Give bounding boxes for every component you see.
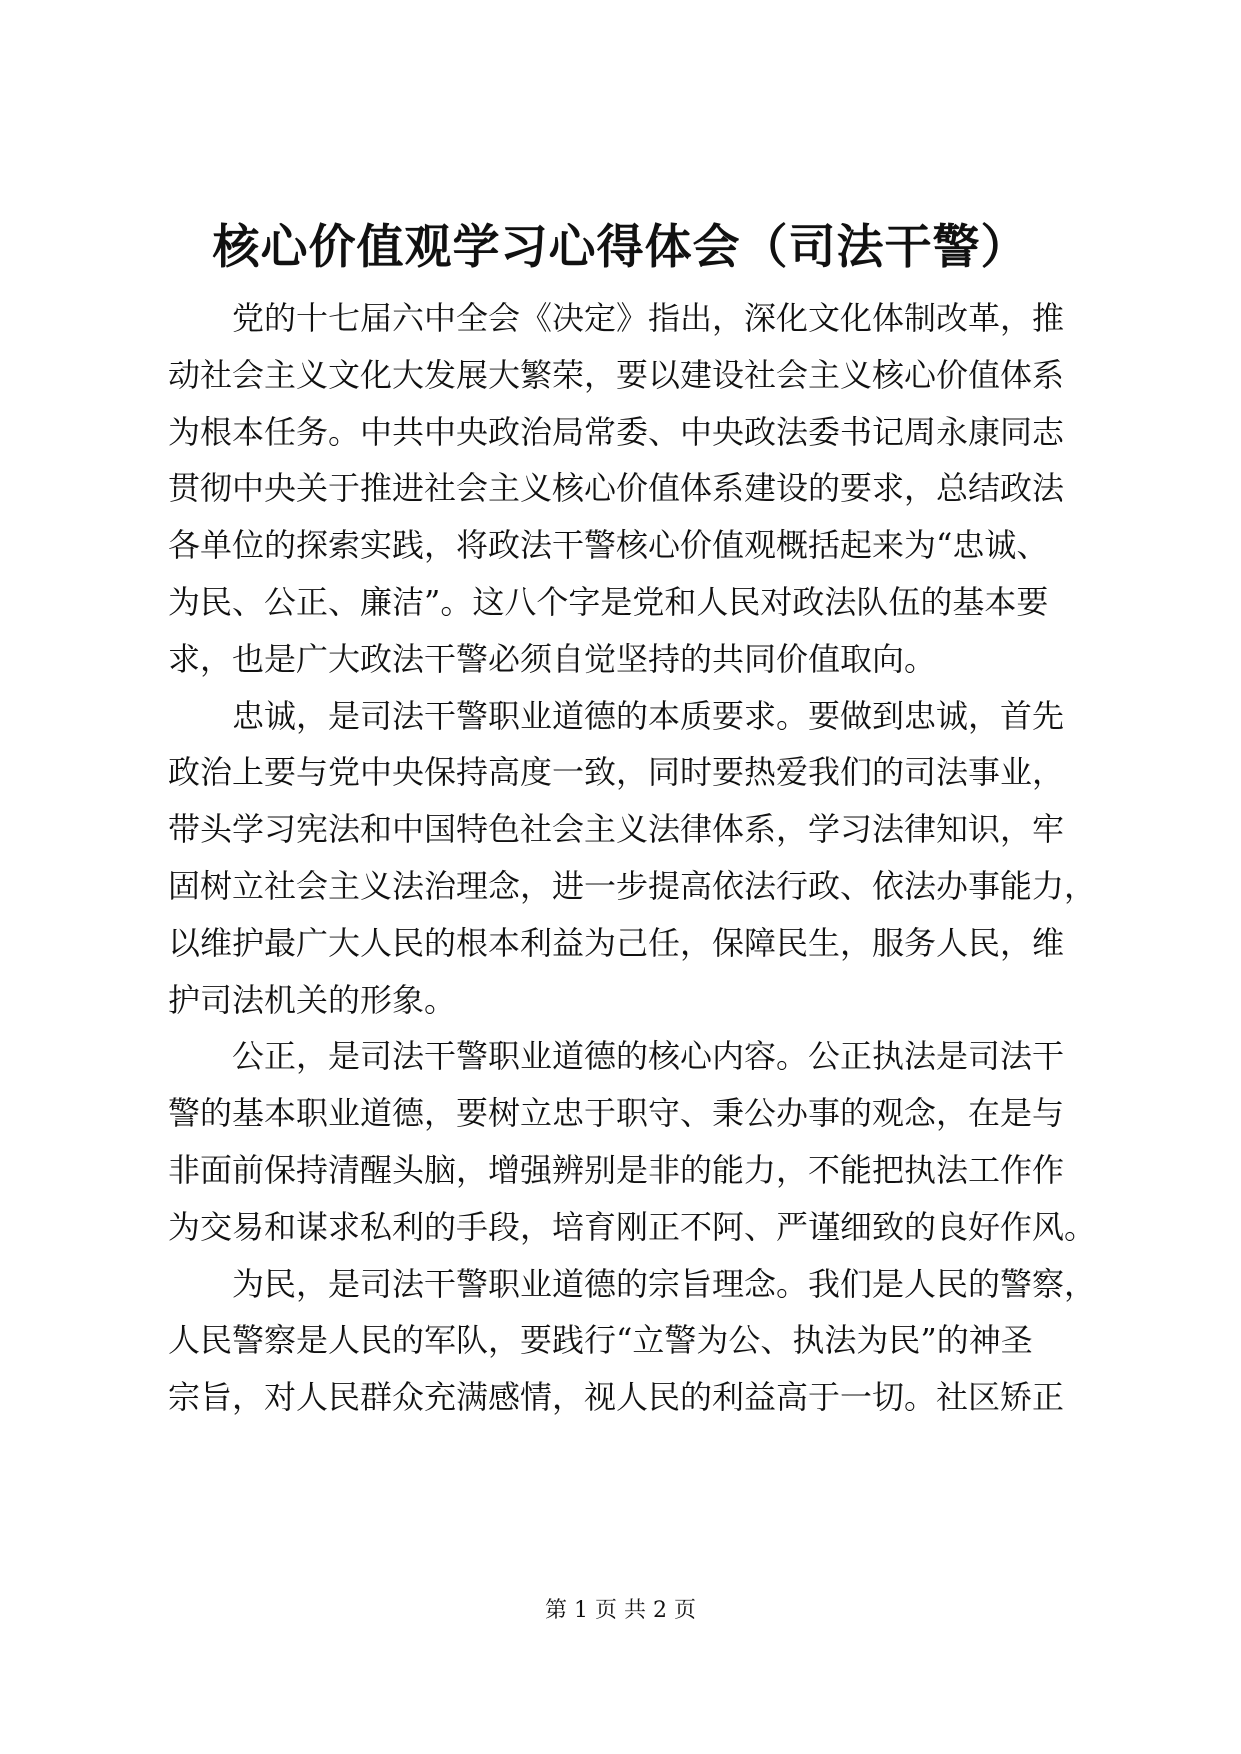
text-line: 党的十七届六中全会《决定》指出，深化文化体制改革，推 (232, 299, 1065, 337)
document-title: 核心价值观学习心得体会（司法干警） (212, 220, 1029, 275)
page-number-footer: 第 1 页 共 2 页 (545, 1598, 696, 1623)
text-line: 政治上要与党中央保持高度一致，同时要热爱我们的司法事业， (168, 753, 1065, 792)
text-line: 宗旨，对人民群众充满感情，视人民的利益高于一切。社区矫正 (168, 1378, 1065, 1417)
text-line: 公正，是司法干警职业道德的核心内容。公正执法是司法干 (232, 1037, 1065, 1076)
text-line: 为根本任务。中共中央政治局常委、中央政法委书记周永康同志 (168, 412, 1065, 451)
text-line: 人民警察是人民的军队，要践行“立警为公、执法为民”的神圣 (168, 1321, 1033, 1360)
text-line: 为交易和谋求私利的手段，培育刚正不阿、严谨细致的良好作风。 (168, 1207, 1097, 1246)
paragraph-1 (168, 290, 1088, 688)
text-line: 护司法机关的形象。 (168, 980, 457, 1019)
text-line: 求，也是广大政法干警必须自觉坚持的共同价值取向。 (168, 639, 937, 678)
text-line: 固树立社会主义法治理念，进一步提高依法行政、依法办事能力， (168, 866, 1097, 905)
text-line: 非面前保持清醒头脑，增强辨别是非的能力，不能把执法工作作 (168, 1150, 1065, 1189)
text-line: 动社会主义文化大发展大繁荣，要以建设社会主义核心价值体系 (168, 355, 1065, 394)
paragraph-4 (168, 1256, 1097, 1426)
text-line: 以维护最广大人民的根本利益为己任，保障民生，服务人民，维 (168, 923, 1065, 962)
text-line: 为民、公正、廉洁”。这八个字是党和人民对政法队伍的基本要 (168, 582, 1049, 621)
document-body (168, 290, 1097, 1426)
text-line: 带头学习宪法和中国特色社会主义法律体系，学习法律知识，牢 (168, 810, 1065, 849)
paragraph-3 (168, 1028, 1097, 1255)
text-line: 警的基本职业道德，要树立忠于职守、秉公办事的观念，在是与 (168, 1094, 1065, 1133)
text-line: 各单位的探索实践，将政法干警核心价值观概括起来为“忠诚、 (168, 526, 1049, 565)
text-line: 忠诚，是司法干警职业道德的本质要求。要做到忠诚，首先 (232, 696, 1065, 735)
text-line: 贯彻中央关于推进社会主义核心价值体系建设的要求，总结政法 (168, 469, 1065, 508)
text-line: 为民，是司法干警职业道德的宗旨理念。我们是人民的警察， (232, 1264, 1097, 1303)
paragraph-2 (168, 688, 1097, 1029)
